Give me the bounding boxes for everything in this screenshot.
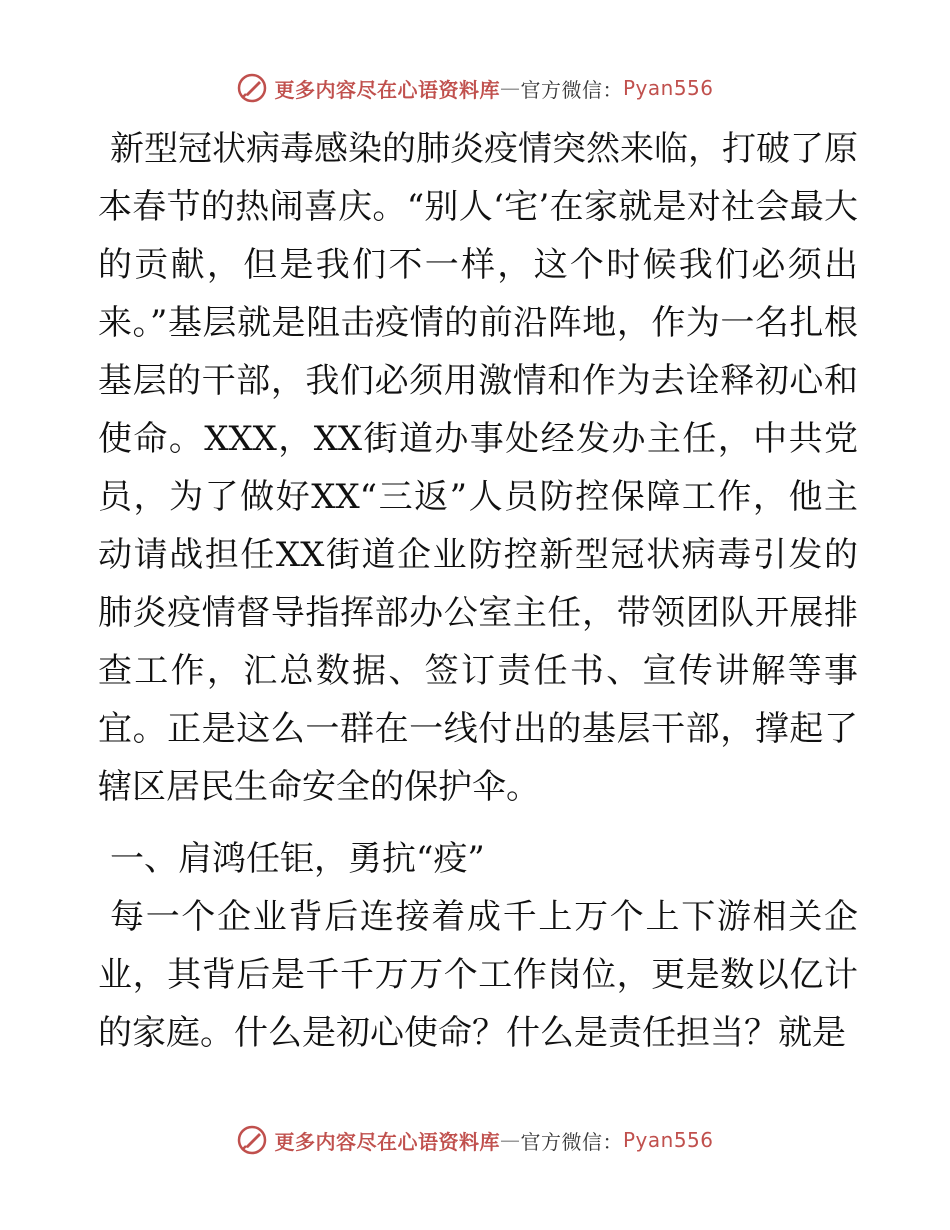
- watermark-colon: ：: [602, 1129, 623, 1154]
- watermark-main-text: 更多内容尽在心语资料库: [274, 77, 500, 102]
- watermark-separator: —: [499, 1128, 521, 1152]
- footer-watermark: [0, 1124, 950, 1156]
- quill-logo-icon: [236, 72, 268, 104]
- body-paragraph-2: 每一个企业背后连接着成千上万个上下游相关企业，其背后是千千万万个工作岗位，更是数以亿计的家庭。什么是初心使命？什么是责任担当？就是: [98, 897, 858, 1053]
- document-body: [98, 120, 858, 1062]
- watermark-wechat-id: Pyan556: [622, 76, 714, 100]
- watermark-official-label: 官方微信: [520, 77, 603, 102]
- watermark-main-text: 更多内容尽在心语资料库: [274, 1129, 500, 1154]
- watermark-official-label: 官方微信: [520, 1129, 603, 1154]
- watermark-colon: ：: [602, 77, 623, 102]
- watermark-wechat-id: Pyan556: [622, 1128, 714, 1152]
- header-watermark: [0, 72, 950, 104]
- watermark-separator: —: [499, 76, 521, 100]
- section-heading-1: 一、肩鸿任钜，勇抗“疫”: [110, 839, 485, 879]
- body-paragraph-1: 新型冠状病毒感染的肺炎疫情突然来临，打破了原本春节的热闹喜庆。“别人‘宅’在家就是对社会最大的贡献，但是我们不一样，这个时候我们必须出来。”基层就是阻击疫情的前沿阵地，作为一名扎根基层的干部，我们必须用激情和作为去诠释初心和使命。XXX，XX街道办事处经发办主任，中共党员，为了做好XX“三返”人员防控保障工作，他主动请战担任XX街道企业防控新型冠状病毒引发的肺炎疫情督导指挥部办公室主任，带领团队开展排查工作，汇总数据、签订责任书、宣传讲解等事宜。正是这么一群在一线付出的基层干部，撑起了辖区居民生命安全的保护伞。: [98, 129, 858, 807]
- quill-logo-icon: [236, 1124, 268, 1156]
